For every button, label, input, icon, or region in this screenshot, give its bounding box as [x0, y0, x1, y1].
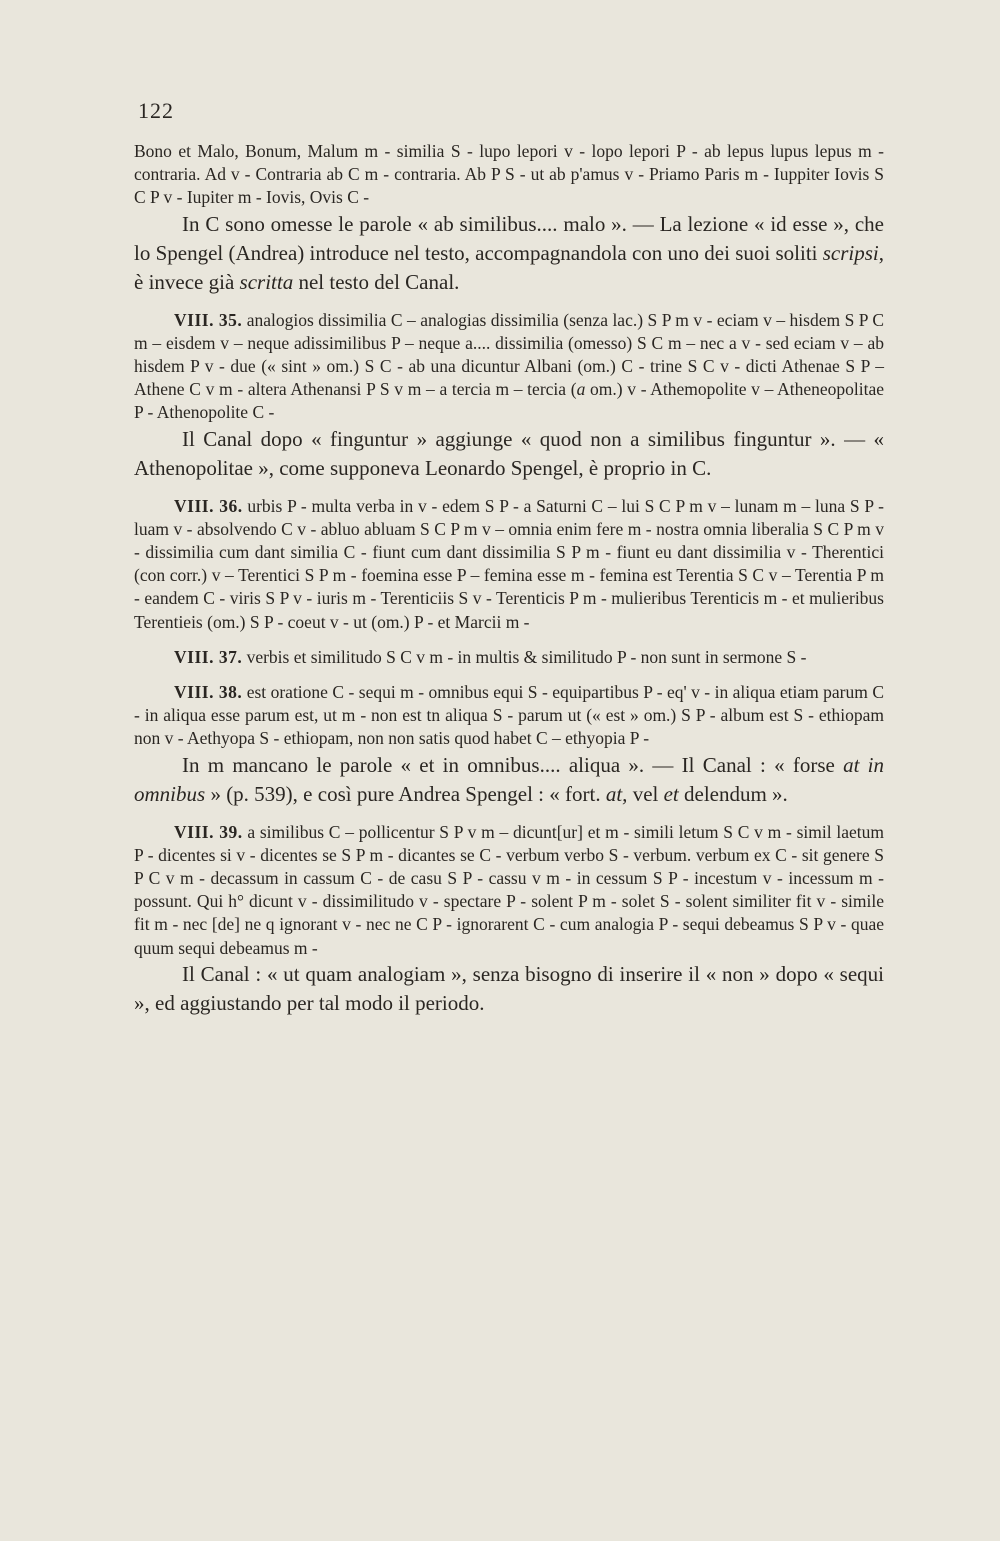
commentary-text: In C sono omesse le parole « ab similibus.... malo ». — La lezione « id esse », che lo Spengel (Andrea) introduce nel testo, accompagnandola con uno dei suoi soliti [134, 211, 884, 265]
commentary-text: In m mancano le parole « et in omnibus.... aliqua ». — Il Canal : « forse [182, 752, 844, 777]
apparatus-text: urbis P - multa verba in v - edem S P - a Saturni C – lui S C P m v – lunam m – luna S P - luam v - absolvendo C v - abluo abluam S C P m v – omnia enim fere m - nostra omnia liberalia S C P m v - dissimilia cum dant similia C - fiunt cum dant dissimilia S P m - fiunt eu dant dissimilia v - Therentici (con corr.) v – Terentici S P m - foemina esse P – femina esse m - femina est Terentia S C v – Terentia P m - eandem C - viris S P v - iuris m - Terenticiis S v - Terenticis P m - mulieribus Terenticis m - et mulieribus Terentieis (om.) S P - coeut v - ut (om.) P - et Marcii m - [134, 495, 884, 632]
italic-term: et [663, 781, 679, 806]
page-body [134, 140, 884, 1018]
commentary-text: » (p. 539), e così pure Andrea Spengel : « fort. [205, 781, 606, 806]
apparatus-text: om.) v - Athemopolite v – Atheneopolitae P - Athenopolite C - [134, 379, 884, 423]
commentary-text: vel [627, 781, 664, 806]
apparatus-paragraph: Bono et Malo, Bonum, Malum m - similia S - lupo lepori v - lopo lepori P - ab lepus lupus lepus m - contraria. Ad v - Contraria ab C m - contraria. Ab P S - ut ab p'amus v - Priamo Paris m - Iuppiter Iovis S C P v - Iupiter m - Iovis, Ovis C - [134, 141, 884, 208]
commentary-paragraph [134, 210, 884, 297]
apparatus-entry-37 [134, 646, 884, 669]
italic-term: at in omnibus [134, 752, 885, 806]
apparatus-text: verbis et similitudo S C v m - in multis & similitudo P - non sunt in sermone S - [242, 646, 807, 667]
italic-term: at, [605, 781, 628, 806]
commentary-paragraph: Il Canal : « ut quam analogiam », senza bisogno di inserire il « non » dopo « sequi », ed aggiustando per tal modo il periodo. [134, 961, 884, 1015]
page-number: 122 [138, 98, 174, 123]
section-label: VIII. 37. [174, 646, 243, 667]
commentary-paragraph [134, 751, 884, 809]
italic-term: scripsi [822, 240, 879, 265]
section-label: VIII. 36. [174, 495, 243, 516]
section-label: VIII. 35. [174, 309, 243, 330]
apparatus-entry-38 [134, 681, 884, 751]
section-label: VIII. 39. [174, 821, 243, 842]
apparatus-entry-39 [134, 821, 884, 960]
apparatus-text: analogios dissimilia C – analogias dissimilia (senza lac.) S P m v - eciam v – hisdem S P C m – eisdem v – neque adissimilibus P – neque a.... dissimilia (omesso) S C m – nec a v - sed eciam v – ab hisdem P v - due (« sint » om.) S C - ab una dicuntur Albani (om.) C - trine S C v - dicti Athenae S P – Athene C v m - altera Athenansi P S v m – a tercia m – tercia ( [134, 309, 884, 400]
commentary-text: delendum ». [678, 781, 788, 806]
apparatus-text: est oratione C - sequi m - omnibus equi S - equipartibus P - eq' v - in aliqua etiam parum C - in aliqua esse parum est, ut m - non est tn aliqua S - parum ut (« est » om.) S P - album est S - ethiopam non v - Aethyopa S - ethiopam, non non satis quod habet C – ethyopia P - [134, 682, 884, 749]
italic-term: scritta [239, 269, 294, 294]
commentary-text: nel testo del Canal. [293, 269, 460, 294]
apparatus-entry-36 [134, 495, 884, 634]
apparatus-entry-35 [134, 309, 884, 425]
commentary-text: , è invece già [134, 240, 884, 294]
apparatus-text: a similibus C – pollicentur S P v m – dicunt[ur] et m - simili letum S C v m - simil laetum P - dicentes si v - dicentes se S P m - dicantes se C - verbum verbo S - verbum. verbum ex C - sit genere S P C v m - decassum in cassum C - de casu S P - cassu v m - in cessum S P - incestum v - incessum m - possunt. Qui h° dicunt v - dissimilitudo v - spectare P - solent P m - solet S - solent similiter fit v - simile fit m - nec [de] ne q ignorant v - nec ne C P - ignorarent C - cum analogia P - sequi debeamus S P v - quae quum sequi debeamus m - [134, 821, 884, 958]
commentary-paragraph: Il Canal dopo « finguntur » aggiunge « quod non a similibus finguntur ». — « Athenopolitae », come supponeva Leonardo Spengel, è proprio in C. [134, 426, 884, 480]
section-label: VIII. 38. [174, 682, 243, 703]
italic-term: a [576, 379, 586, 400]
